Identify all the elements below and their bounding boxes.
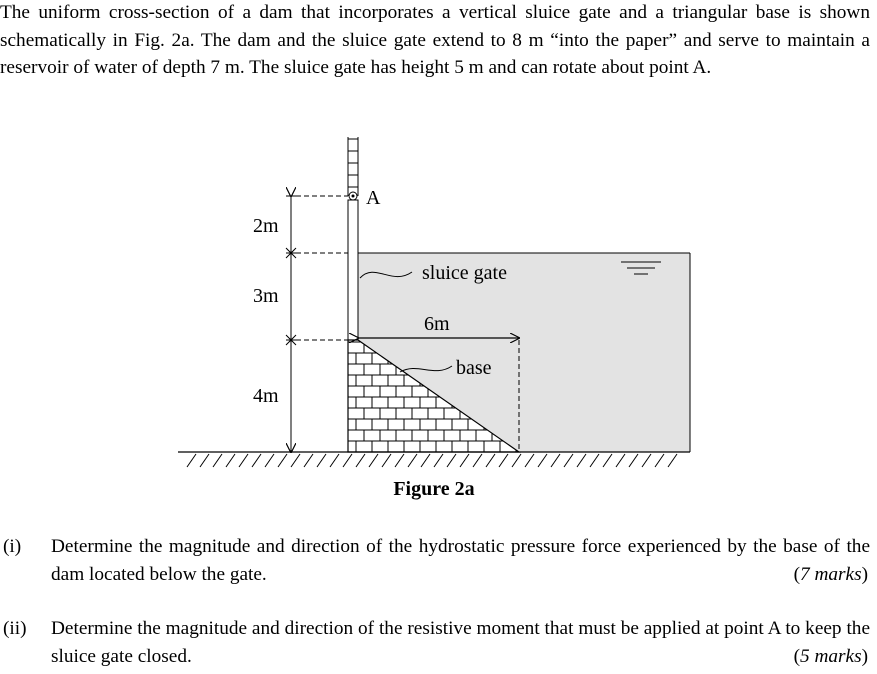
label-sluice-gate: sluice gate	[422, 262, 507, 284]
dimension-line	[286, 196, 296, 452]
dim-3m: 3m	[253, 285, 279, 307]
label-a: A	[366, 187, 381, 209]
question-marks: (7 marks)	[793, 563, 868, 585]
question-text: Determine the magnitude and direction of the hydrostatic pressure force experienced by the base of the dam located below the gate.	[51, 536, 870, 585]
figure-caption: Figure 2a	[393, 478, 475, 500]
question-number: (i)	[3, 536, 22, 557]
question-marks: (5 marks)	[793, 645, 868, 667]
problem-intro: The uniform cross-section of a dam that incorporates a vertical sluice gate and a triangular base is shown schematically in Fig. 2a. The dam and the sluice gate extend to 8 m “into the paper” and serve to maintain a reservoir of water of depth 7 m. The sluice gate has height 5 m and can rotate about point A.	[0, 2, 870, 78]
dim-6m: 6m	[424, 313, 450, 335]
dim-2m: 2m	[253, 215, 279, 237]
label-base: base	[456, 357, 492, 379]
sluice-gate	[348, 200, 358, 340]
ground-hatching	[187, 454, 677, 467]
hinge-a-icon	[349, 192, 357, 200]
dim-4m: 4m	[253, 385, 279, 407]
question-number: (ii)	[3, 618, 27, 639]
question-text: Determine the magnitude and direction of the resistive moment that must be applied at point A to keep the sluice gate closed.	[51, 618, 870, 667]
gate-top-brackets	[348, 137, 358, 196]
